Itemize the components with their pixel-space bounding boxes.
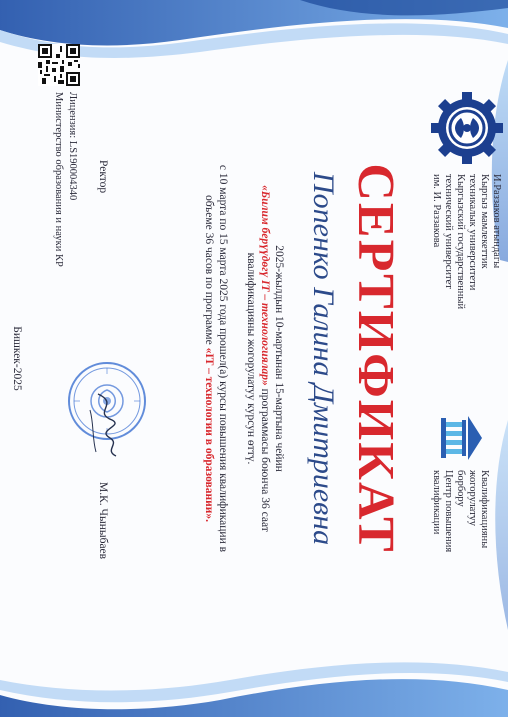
kg-text-line-2	[258, 0, 272, 717]
university-name-ru-3: им. И. Раззакова	[431, 174, 442, 248]
license-issuer: Министерство образования и науки КР	[53, 92, 64, 267]
center-name-kg-2: жогорулатуу	[467, 470, 478, 527]
kg-program-name: «Билим берүүдөгү IT – технологиялар»	[259, 185, 271, 386]
recipient-name: Попенко Галина Дмитриевна	[307, 171, 340, 546]
kg-text-line-3: квалификацияны жогорулатуу курсун өттү.	[245, 252, 257, 465]
university-gear-logo-icon	[429, 90, 505, 166]
university-name-ru-2: технический университет	[443, 174, 454, 289]
center-name-ru-2: квалификации	[431, 470, 442, 535]
university-name-ru-1: Кыргызский государственный	[455, 174, 466, 310]
ru-program-name: «IT – технологии в образовании».	[203, 347, 215, 523]
ru-text-line-1: с 10 марта по 15 марта 2025 года прошел(а) курсы повышения квалификации в	[217, 164, 229, 553]
kg-text-line-1: 2025-жылдын 10-мартынан 15-мартына чейин	[273, 245, 285, 472]
center-name-kg-3: борбору	[455, 470, 466, 507]
rector-signature-icon	[84, 390, 130, 460]
ru-text-line-2-prefix: объеме 36 часов по программе	[203, 194, 215, 348]
rector-name: М.К. Чыныбаев	[97, 482, 109, 560]
center-name-kg-1: Квалификацияны	[479, 470, 490, 549]
ru-text-line-2	[202, 0, 216, 717]
kg-text-line-2-suffix: программасы боюнча 36 саат	[259, 385, 271, 532]
qr-code-icon	[38, 44, 80, 86]
rector-label: Ректор	[97, 160, 109, 194]
license-number: Лицензия: LS190004340	[67, 92, 78, 201]
university-name-kg-2: Кыргыз мамлекеттик	[479, 174, 490, 269]
center-name-ru-1: Центр повышения	[443, 470, 454, 553]
place-year: Бишкек-2025	[11, 326, 23, 391]
university-name-kg-3: техникалык университети	[467, 174, 478, 291]
certificate-title: СЕРТИФИКАТ	[347, 163, 404, 554]
qualification-center-logo-icon	[438, 412, 490, 464]
university-name-kg-1: И.Раззаков атындагы	[491, 174, 502, 269]
